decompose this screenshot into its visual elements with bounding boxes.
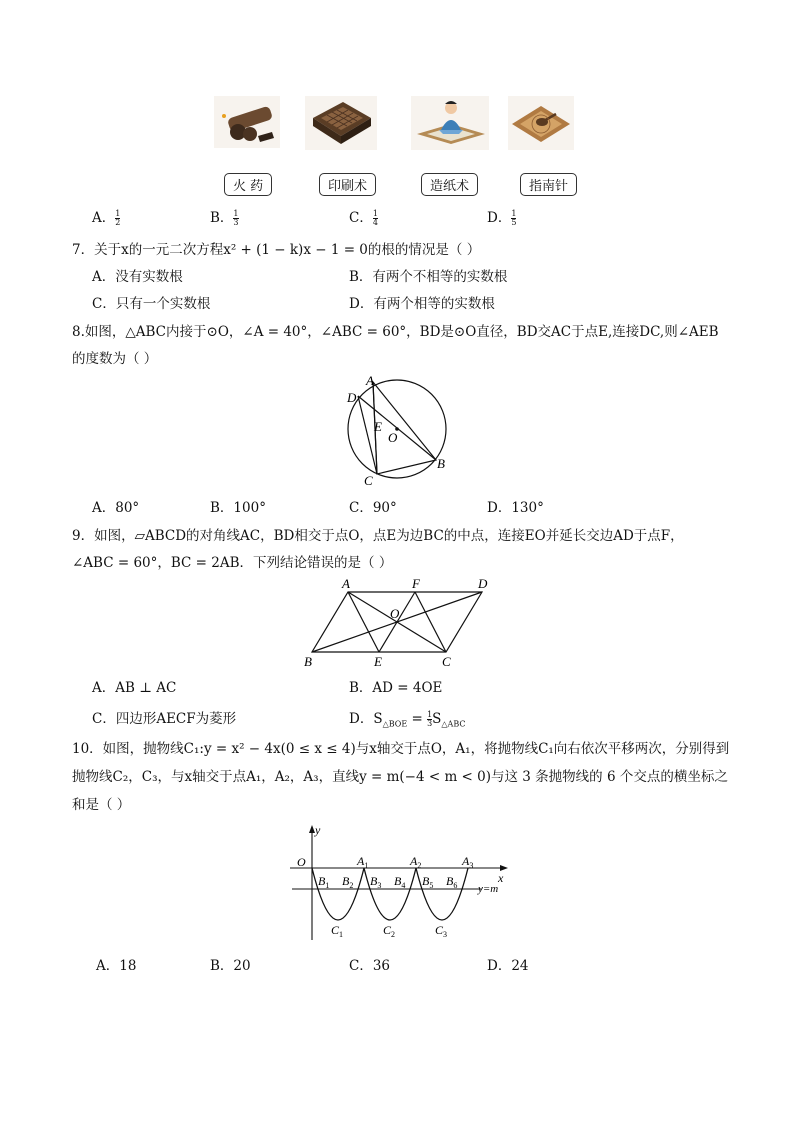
fraction: $\frac{1}{3}$	[427, 710, 433, 728]
q7-option-b[interactable]: B．有两个不相等的实数根	[349, 269, 508, 285]
compass-label: 指南针	[520, 173, 577, 196]
fraction: $\frac{1}{3}$	[233, 209, 239, 227]
q10-option-d[interactable]: D．24	[487, 958, 529, 974]
q8-circle-figure	[340, 372, 460, 492]
papermaking-label: 造纸术	[421, 173, 478, 196]
q6-option-c[interactable]: C． $\frac{1}{4}$	[349, 209, 378, 227]
gunpowder-image	[214, 96, 280, 148]
q9-option-c[interactable]: C．四边形AECF为菱形	[92, 711, 237, 727]
q7-option-d[interactable]: D．有两个相等的实数根	[349, 296, 495, 312]
point-a2-label: $A_2$	[410, 854, 422, 870]
q10-option-a[interactable]: A．18	[96, 958, 137, 974]
point-f-label: F	[412, 576, 420, 591]
point-a-label: A	[342, 576, 350, 591]
cannon-icon	[214, 96, 280, 148]
q7-stem: 7．关于x的一元二次方程x² + (1 − k)x − 1 = 0的根的情况是（ ）	[72, 242, 481, 258]
point-c-label: C	[364, 473, 373, 488]
movable-type-icon	[305, 96, 377, 150]
point-a1-label: $A_1$	[357, 854, 369, 870]
x-axis-label: x	[498, 871, 504, 885]
point-d-label: D	[478, 576, 488, 591]
line-y-m-label: y=m	[478, 883, 499, 895]
q8-option-c[interactable]: C．90°	[349, 500, 397, 516]
q8-option-a[interactable]: A．80°	[92, 500, 140, 516]
q10-stem-line3: 和是（ ）	[72, 797, 131, 813]
q9-stem-line1: 9．如图，▱ABCD的对角线AC，BD相交于点O，点E为边BC的中点，连接EO并延长交边AD于点F，	[72, 528, 684, 544]
point-b2-label: $B_2$	[342, 874, 354, 890]
gunpowder-label: 火 药	[224, 173, 272, 196]
compass-image	[508, 96, 574, 150]
fraction: $\frac{1}{5}$	[511, 209, 517, 227]
fraction: $\frac{1}{2}$	[115, 209, 121, 227]
q9-option-a[interactable]: A．AB ⊥ AC	[92, 680, 177, 696]
point-c-label: C	[442, 654, 451, 669]
point-a-label: A	[366, 373, 374, 388]
q8-option-d[interactable]: D．130°	[487, 500, 544, 516]
point-b4-label: $B_4$	[394, 874, 406, 890]
curve-c2-label: $C_2$	[383, 923, 396, 939]
q10-stem-line1: 10．如图，抛物线C₁:y = x² − 4x(0 ≤ x ≤ 4)与x轴交于点O，A₁，将抛物线C₁向右依次平移两次，分别得到	[72, 741, 730, 757]
q9-option-b[interactable]: B．AD = 4OE	[349, 680, 443, 696]
point-a3-label: $A_3$	[462, 854, 474, 870]
point-b5-label: $B_5$	[422, 874, 434, 890]
q6-option-b[interactable]: B． $\frac{1}{3}$	[210, 209, 239, 227]
south-pointing-spoon-icon	[508, 96, 574, 150]
curve-c1-label: $C_1$	[331, 923, 344, 939]
q8-stem-line2: 的度数为（ ）	[72, 351, 158, 367]
q8-option-b[interactable]: B．100°	[210, 500, 266, 516]
point-d-label: D	[347, 390, 357, 405]
q10-parabola-figure	[282, 822, 514, 942]
curve-c3-label: $C_3$	[435, 923, 448, 939]
q9-option-d[interactable]: D．$S_{\triangle BOE}$ = $\frac{1}{3}$ $S_{\triangle ABC}$	[349, 710, 466, 729]
point-e-label: E	[374, 419, 382, 434]
q9-parallelogram-figure	[300, 574, 500, 670]
printing-image	[305, 96, 377, 150]
q9-stem-line2: ∠ABC = 60°，BC = 2AB．下列结论错误的是（ ）	[72, 555, 393, 571]
q10-stem-line2: 抛物线C₂，C₃，与x轴交于点A₁，A₂，A₃，直线y = m(−4 < m < 0)与这 3 条抛物线的 6 个交点的横坐标之	[72, 769, 728, 785]
point-e-label: E	[374, 654, 382, 669]
y-axis-label: y	[315, 823, 321, 837]
fraction: $\frac{1}{4}$	[372, 209, 378, 227]
point-b6-label: $B_6$	[446, 874, 458, 890]
q6-option-a[interactable]: A． $\frac{1}{2}$	[92, 209, 121, 227]
origin-label: O	[297, 855, 306, 869]
q8-stem-line1: 8.如图，△ABC内接于⊙O，∠A = 40°，∠ABC = 60°，BD是⊙O直径，BD交AC于点E,连接DC,则∠AEB	[72, 324, 719, 340]
point-o-label: O	[388, 430, 398, 445]
papermaking-image	[411, 96, 489, 150]
q7-option-a[interactable]: A．没有实数根	[92, 269, 183, 285]
point-b-label: B	[437, 456, 445, 471]
point-o-label: O	[390, 606, 400, 621]
q10-option-b[interactable]: B．20	[210, 958, 251, 974]
q6-option-d[interactable]: D． $\frac{1}{5}$	[487, 209, 517, 227]
printing-label: 印刷术	[319, 173, 376, 196]
point-b-label: B	[304, 654, 312, 669]
point-b1-label: $B_1$	[318, 874, 330, 890]
q10-option-c[interactable]: C．36	[349, 958, 391, 974]
papermaker-icon	[411, 96, 489, 150]
point-b3-label: $B_3$	[370, 874, 382, 890]
q7-option-c[interactable]: C．只有一个实数根	[92, 296, 211, 312]
